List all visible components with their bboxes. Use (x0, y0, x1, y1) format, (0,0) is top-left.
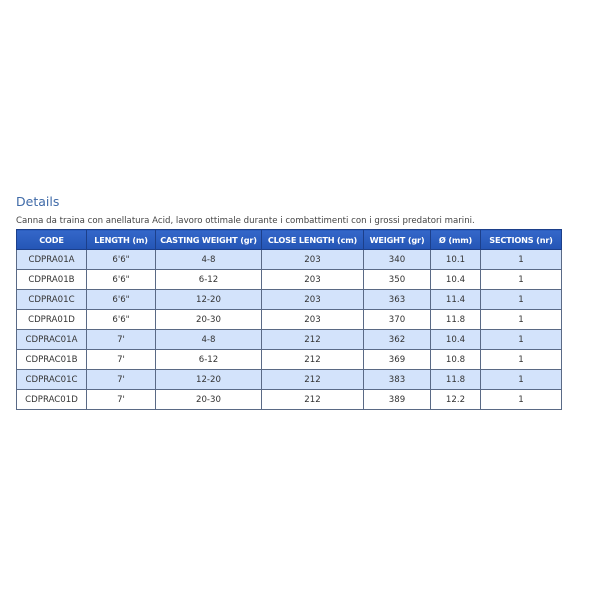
cell-length: 7' (87, 370, 156, 390)
cell-sections: 1 (481, 330, 562, 350)
cell-weight: 340 (364, 250, 431, 270)
cell-sections: 1 (481, 350, 562, 370)
cell-code: CDPRA01D (17, 310, 87, 330)
cell-code: CDPRA01A (17, 250, 87, 270)
cell-weight: 389 (364, 390, 431, 410)
cell-code: CDPRA01B (17, 270, 87, 290)
cell-weight: 363 (364, 290, 431, 310)
cell-casting-weight: 20-30 (156, 390, 262, 410)
cell-close-length: 203 (262, 250, 364, 270)
cell-diameter: 11.8 (431, 370, 481, 390)
cell-weight: 362 (364, 330, 431, 350)
cell-code: CDPRAC01D (17, 390, 87, 410)
table-row (17, 350, 562, 370)
cell-diameter: 11.8 (431, 310, 481, 330)
cell-weight: 370 (364, 310, 431, 330)
cell-weight: 383 (364, 370, 431, 390)
cell-casting-weight: 6-12 (156, 270, 262, 290)
cell-code: CDPRAC01B (17, 350, 87, 370)
table-row (17, 330, 562, 350)
header-diameter: Ø (mm) (431, 230, 481, 250)
table-row (17, 290, 562, 310)
cell-sections: 1 (481, 310, 562, 330)
cell-diameter: 10.8 (431, 350, 481, 370)
cell-length: 6'6" (87, 310, 156, 330)
product-description: Canna da traina con anellatura Acid, lavoro ottimale durante i combattimenti con i grossi predatori marini. (16, 216, 475, 226)
cell-casting-weight: 4-8 (156, 250, 262, 270)
table-row (17, 370, 562, 390)
cell-close-length: 203 (262, 310, 364, 330)
cell-diameter: 10.4 (431, 270, 481, 290)
table-header-row (17, 230, 562, 250)
cell-sections: 1 (481, 270, 562, 290)
cell-casting-weight: 12-20 (156, 290, 262, 310)
cell-close-length: 212 (262, 370, 364, 390)
header-casting-weight: CASTING WEIGHT (gr) (156, 230, 262, 250)
cell-diameter: 12.2 (431, 390, 481, 410)
cell-close-length: 203 (262, 290, 364, 310)
table-row (17, 250, 562, 270)
cell-length: 7' (87, 350, 156, 370)
header-code: CODE (17, 230, 87, 250)
cell-weight: 350 (364, 270, 431, 290)
header-sections: SECTIONS (nr) (481, 230, 562, 250)
header-close-length: CLOSE LENGTH (cm) (262, 230, 364, 250)
header-weight: WEIGHT (gr) (364, 230, 431, 250)
cell-diameter: 10.1 (431, 250, 481, 270)
cell-length: 6'6" (87, 270, 156, 290)
cell-code: CDPRAC01A (17, 330, 87, 350)
cell-casting-weight: 12-20 (156, 370, 262, 390)
cell-close-length: 203 (262, 270, 364, 290)
cell-close-length: 212 (262, 390, 364, 410)
cell-close-length: 212 (262, 330, 364, 350)
header-length: LENGTH (m) (87, 230, 156, 250)
cell-length: 6'6" (87, 290, 156, 310)
cell-weight: 369 (364, 350, 431, 370)
table-row (17, 390, 562, 410)
cell-sections: 1 (481, 370, 562, 390)
cell-casting-weight: 20-30 (156, 310, 262, 330)
cell-code: CDPRA01C (17, 290, 87, 310)
cell-diameter: 10.4 (431, 330, 481, 350)
cell-code: CDPRAC01C (17, 370, 87, 390)
table-row (17, 270, 562, 290)
cell-length: 7' (87, 330, 156, 350)
cell-sections: 1 (481, 250, 562, 270)
cell-sections: 1 (481, 290, 562, 310)
cell-sections: 1 (481, 390, 562, 410)
cell-length: 6'6" (87, 250, 156, 270)
specifications-table (16, 229, 562, 410)
cell-casting-weight: 4-8 (156, 330, 262, 350)
details-heading: Details (16, 194, 60, 209)
table-row (17, 310, 562, 330)
cell-casting-weight: 6-12 (156, 350, 262, 370)
cell-length: 7' (87, 390, 156, 410)
cell-close-length: 212 (262, 350, 364, 370)
cell-diameter: 11.4 (431, 290, 481, 310)
